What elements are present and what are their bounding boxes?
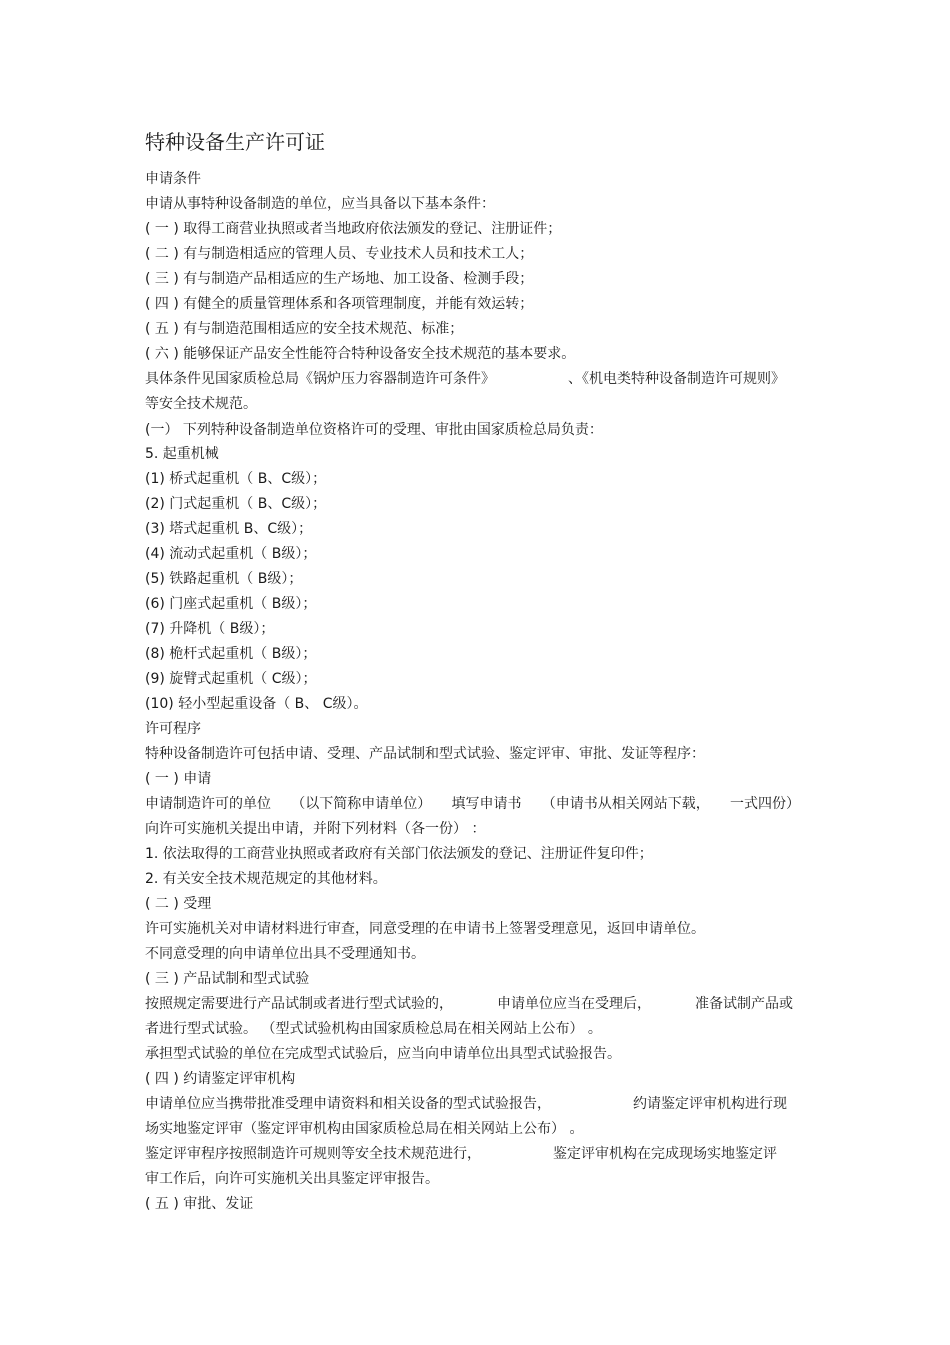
text-segment: 填写申请书 — [451, 796, 522, 812]
list-item: (5) 铁路起重机（ B级）； — [145, 571, 303, 587]
list-item: (1) 桥式起重机（ B、C级）； — [145, 471, 327, 487]
text-line — [145, 795, 800, 813]
list-item: (10) 轻小型起重设备（ B、 C级）。 — [145, 696, 368, 712]
list-item: (9) 旋臂式起重机（ C级）； — [145, 671, 317, 687]
section-heading: 5. 起重机械 — [145, 446, 219, 462]
text-segment: 鉴定评审机构在完成现场实地鉴定评 — [553, 1146, 777, 1162]
list-item: ( 六 ) 能够保证产品安全性能符合特种设备安全技术规范的基本要求。 — [145, 346, 576, 362]
text-line: 许可实施机关对申请材料进行审查，同意受理的在申请书上签署受理意见，返回申请单位。 — [145, 921, 705, 937]
text-line — [145, 995, 793, 1013]
text-line — [145, 1095, 787, 1113]
list-item: (3) 塔式起重机 B、C级）； — [145, 521, 313, 537]
list-item: ( 五 ) 有与制造范围相适应的安全技术规范、标准； — [145, 321, 464, 337]
list-item: (7) 升降机（ B级）； — [145, 621, 275, 637]
text-line: (一） 下列特种设备制造单位资格许可的受理、审批由国家质检总局负责： — [145, 422, 603, 438]
list-item: (6) 门座式起重机（ B级）； — [145, 596, 317, 612]
text-segment: 申请制造许可的单位 — [145, 796, 271, 812]
text-segment: 申请单位应当携带批准受理申请资料和相关设备的型式试验报告， — [145, 1096, 551, 1112]
text-line — [145, 1145, 777, 1163]
text-segment: 一式四份） — [730, 796, 800, 812]
text-segment: 申请单位应当在受理后， — [497, 996, 651, 1012]
text-segment: （申请书从相关网站下载， — [541, 796, 710, 812]
text-line: 者进行型式试验。 （型式试验机构由国家质检总局在相关网站上公布） 。 — [145, 1021, 602, 1037]
text-segment: 、《机电类特种设备制造许可规则》 — [568, 371, 785, 387]
text-line: 等安全技术规范。 — [145, 396, 257, 412]
text-segment: 按照规定需要进行产品试制或者进行型式试验的， — [145, 996, 453, 1012]
text-line: 申请从事特种设备制造的单位，应当具备以下基本条件： — [145, 196, 495, 212]
section-heading: ( 一 ) 申请 — [145, 771, 212, 787]
list-item: 1. 依法取得的工商营业执照或者政府有关部门依法颁发的登记、注册证件复印件； — [145, 846, 653, 862]
text-line: 向许可实施机关提出申请，并附下列材料（各一份） ： — [145, 821, 486, 837]
text-line: 承担型式试验的单位在完成型式试验后，应当向申请单位出具型式试验报告。 — [145, 1046, 621, 1062]
document-title: 特种设备生产许可证 — [145, 130, 325, 154]
text-segment: 具体条件见国家质检总局《锅炉压力容器制造许可条件》 — [145, 371, 495, 387]
text-line: 审工作后，向许可实施机关出具鉴定评审报告。 — [145, 1171, 439, 1187]
text-segment: 鉴定评审程序按照制造许可规则等安全技术规范进行， — [145, 1146, 481, 1162]
section-heading: ( 二 ) 受理 — [145, 896, 212, 912]
text-line: 特种设备制造许可包括申请、受理、产品试制和型式试验、鉴定评审、审批、发证等程序： — [145, 746, 705, 762]
text-line: 不同意受理的向申请单位出具不受理通知书。 — [145, 946, 425, 962]
list-item: ( 四 ) 有健全的质量管理体系和各项管理制度，并能有效运转； — [145, 296, 534, 312]
list-item: (8) 桅杆式起重机（ B级）； — [145, 646, 317, 662]
list-item: (4) 流动式起重机（ B级）； — [145, 546, 317, 562]
text-segment: （以下简称申请单位） — [291, 796, 432, 812]
section-heading: 申请条件 — [145, 171, 201, 187]
list-item: ( 一 ) 取得工商营业执照或者当地政府依法颁发的登记、注册证件； — [145, 221, 562, 237]
section-heading: ( 四 ) 约请鉴定评审机构 — [145, 1071, 296, 1087]
text-segment: 准备试制产品或 — [695, 996, 793, 1012]
section-heading: ( 三 ) 产品试制和型式试验 — [145, 971, 310, 987]
section-heading: ( 五 ) 审批、发证 — [145, 1196, 254, 1212]
list-item: ( 二 ) 有与制造相适应的管理人员、专业技术人员和技术工人； — [145, 246, 534, 262]
text-segment: 约请鉴定评审机构进行现 — [633, 1096, 787, 1112]
section-heading: 许可程序 — [145, 721, 201, 737]
list-item: 2. 有关安全技术规范规定的其他材料。 — [145, 871, 387, 887]
text-line: 场实地鉴定评审（鉴定评审机构由国家质检总局在相关网站上公布） 。 — [145, 1121, 584, 1137]
text-line — [145, 370, 785, 388]
list-item: (2) 门式起重机（ B、C级）； — [145, 496, 327, 512]
list-item: ( 三 ) 有与制造产品相适应的生产场地、加工设备、检测手段； — [145, 271, 534, 287]
